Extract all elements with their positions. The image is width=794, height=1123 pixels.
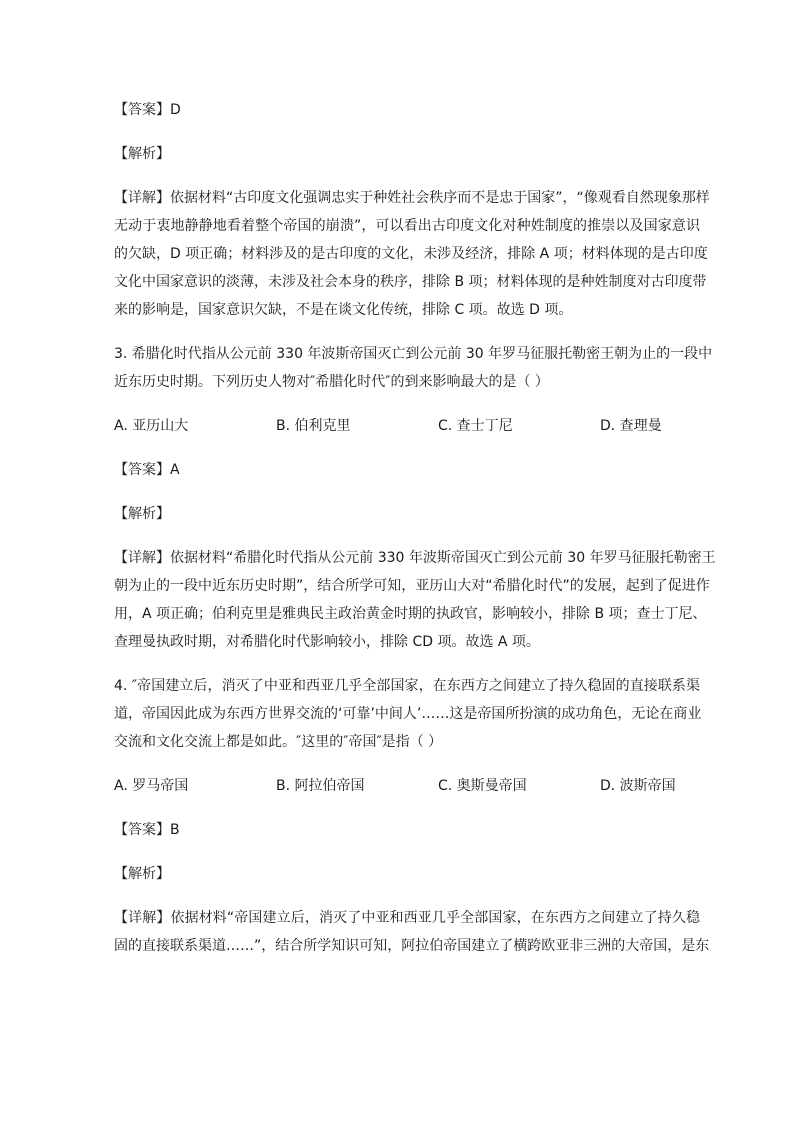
explanation-block-q4 [114,904,710,960]
option-c: C. 查士丁尼 [438,418,513,434]
explanation-line: 【详解】依据材料“古印度文化强调忠实于种姓社会秩序而不是忠于国家”，“像观看自然现象那样 [114,190,710,206]
explanation-line: 用，A 项正确；伯利克里是雅典民主政治黄金时期的执政官，影响较小，排除 B 项；查士丁尼、 [114,606,707,622]
explanation-line: 朝为止的一段中近东历史时期”，结合所学可知，亚历山大对“希腊化时代”的发展，起到了促进作 [114,578,710,594]
question-line: 3. 希腊化时代指从公元前 330 年波斯帝国灭亡到公元前 30 年罗马征服托勒密王朝为止的一段中 [114,346,713,362]
answer-block-q3 [114,456,700,484]
explanation-line: 的欠缺，D 项正确；材料涉及的是古印度的文化，未涉及经济，排除 A 项；材料体现的是古印度 [114,246,708,262]
answer-line: 【答案】B [114,822,180,838]
explanation-line: 无动于衷地静静地看着整个帝国的崩溃”，可以看出古印度文化对种姓制度的推崇以及国家意识 [114,218,700,234]
explanation-line: 【详解】依据材料“希腊化时代指从公元前 330 年波斯帝国灭亡到公元前 30 年罗马征服托勒密王 [114,550,716,566]
question-line: 道，帝国因此成为东西方世界交流的‘可靠’中间人’……这是帝国所扮演的成功角色，无论在商业 [114,706,702,722]
answer-line: 【答案】A [114,462,180,478]
option-d: D. 查理曼 [600,418,662,434]
explanation-line: 文化中国家意识的淡薄，未涉及社会本身的秩序，排除 B 项；材料体现的是种姓制度对古印度带 [114,274,707,290]
explanation-line: 固的直接联系渠道……”，结合所学知识可知，阿拉伯帝国建立了横跨欧亚非三洲的大帝国，是东 [114,938,710,954]
answer-line: 【答案】D [114,102,181,118]
analysis-heading-q3 [114,500,700,528]
explanation-line: 来的影响是，国家意识欠缺，不是在谈文化传统，排除 C 项。故选 D 项。 [114,302,573,318]
question-4 [114,672,700,756]
question-line: 交流和文化交流上都是如此。″这里的″帝国″是指（ ） [114,734,443,750]
analysis-label: 【解析】 [114,146,170,162]
explanation-block-q3 [114,544,716,656]
analysis-heading-q4 [114,860,700,888]
option-d: D. 波斯帝国 [600,778,676,794]
answer-block-q2 [114,96,700,124]
option-a: A. 亚历山大 [114,418,189,434]
explanation-line: 【详解】依据材料“帝国建立后，消灭了中亚和西亚几乎全部国家，在东西方之间建立了持久稳 [114,910,700,926]
question-line: 近东历史时期。下列历史人物对″希腊化时代″的到来影响最大的是（ ） [114,374,549,390]
option-c: C. 奥斯曼帝国 [438,778,527,794]
option-b: B. 伯利克里 [276,418,351,434]
explanation-block-q2 [114,184,710,324]
option-b: B. 阿拉伯帝国 [276,778,365,794]
question-3-options [114,412,700,440]
analysis-label: 【解析】 [114,506,170,522]
question-4-options [114,772,700,800]
explanation-line: 查理曼执政时期，对希腊化时代影响较小，排除 CD 项。故选 A 项。 [114,634,540,650]
question-line: 4. ″帝国建立后，消灭了中亚和西亚几乎全部国家，在东西方之间建立了持久稳固的直接联系渠 [114,678,700,694]
answer-block-q4 [114,816,700,844]
analysis-label: 【解析】 [114,866,170,882]
option-a: A. 罗马帝国 [114,778,189,794]
document-page [114,96,716,976]
question-3 [114,340,713,396]
analysis-heading-q2 [114,140,700,168]
